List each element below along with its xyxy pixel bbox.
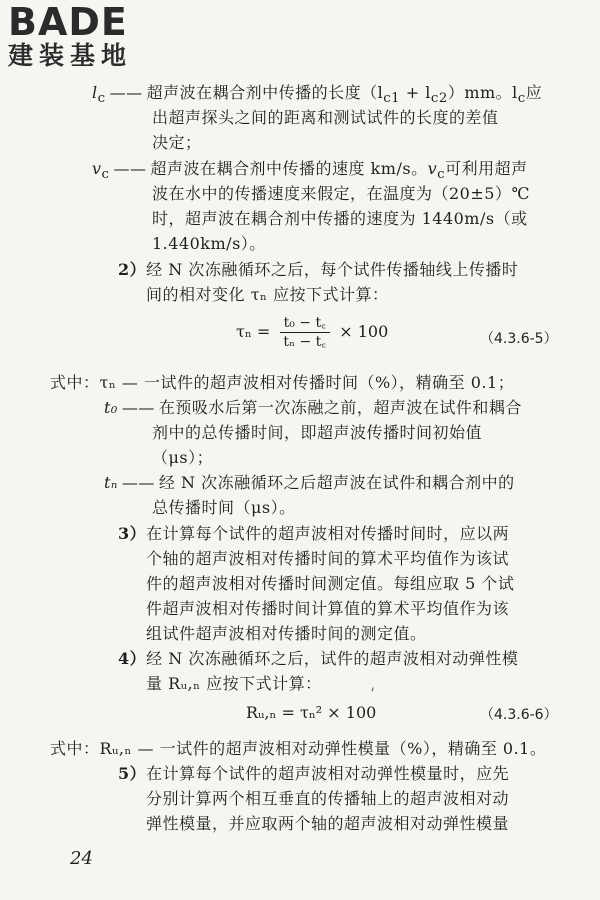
where-2-line: 式中：Rᵤ,ₙ — 一试件的超声波相对动弹性模量（%），精确至 0.1。 (50, 739, 547, 758)
formula-4-3-6-6: Rᵤ,ₙ = τₙ² × 100 (246, 703, 377, 722)
formula-1-tail: × 100 (339, 322, 389, 341)
scan-mark (371, 687, 376, 692)
where-1-tn-symbol: tₙ (104, 473, 118, 492)
def-vc-line-1: $v_c$ —— 超声波在耦合剂中传播的速度 km/s。$v_c$可利用超声 (92, 159, 528, 183)
def-lc-line-1: $l_c$ —— 超声波在耦合剂中传播的长度$(l_{c1} + l_{c2})mm$。$l_c$应 (92, 83, 543, 107)
def-vc-symbol: v (92, 159, 102, 178)
where-1-tau (50, 372, 514, 394)
brand-logo (8, 2, 132, 70)
item-4-number: 4） (118, 649, 147, 668)
def-vc-line-3: 时，超声波在耦合剂中传播的速度为 1440m/s（或 (152, 209, 528, 228)
item-3-number: 3） (118, 524, 147, 543)
formula-1-numerator: t₀ − t꜀ (280, 314, 330, 333)
formula-2-number: （4.3.6-6） (480, 707, 558, 723)
item-5-text-1: 在计算每个试件的超声波相对动弹性模量时，应先 (146, 764, 510, 783)
def-lc-end: 应 (525, 83, 543, 102)
item-5-line-2: 分别计算两个相互垂直的传播轴上的超声波相对动 (146, 789, 510, 808)
where-1-t0-line-2: 剂中的总传播时间，即超声波传播时间初始值 (152, 423, 483, 442)
def-lc-sub-c1: c1 (383, 91, 401, 107)
where-1-label: 式中： (50, 373, 100, 392)
item-2-text-1: 经 N 次冻融循环之后，每个试件传播轴线上传播时 (146, 260, 519, 279)
formula-1-lhs: τₙ = (236, 322, 271, 341)
where-1-tau-def: τₙ — 一试件的超声波相对传播时间（%），精确至 0.1； (99, 373, 515, 392)
def-lc-line-2: 出超声探头之间的距离和测试试件的长度的差值 (152, 108, 499, 127)
item-2-number: 2） (118, 260, 147, 279)
formula-1-number: （4.3.6-5） (480, 331, 558, 347)
def-lc-mid: + l (405, 83, 431, 102)
formula-4-3-6-5 (236, 314, 388, 351)
formula-1-denominator: tₙ − t꜀ (283, 334, 327, 350)
item-5-line-1 (118, 763, 509, 785)
logo-text-cn: 建装基地 (8, 41, 133, 70)
def-lc-line-3: 决定； (152, 133, 202, 152)
def-lc-tail: ）mm。l (447, 83, 518, 102)
formula-1-fraction (279, 314, 330, 351)
def-vc-tail: 可利用超声 (445, 159, 528, 178)
item-3-line-4: 件超声波相对传播时间计算值的算术平均值作为该 (146, 599, 510, 618)
where-1-t0-line-1: t₀ —— 在预吸水后第一次冻融之前，超声波在试件和耦合 (104, 398, 522, 417)
where-1-t0-symbol: t₀ (104, 398, 118, 417)
item-3-text-1: 在计算每个试件的超声波相对传播时间时，应以两 (146, 524, 510, 543)
item-4-text-1: 经 N 次冻融循环之后，试件的超声波相对动弹性模 (146, 649, 519, 668)
def-lc-sub: c (97, 91, 106, 107)
item-4-line-1 (118, 648, 518, 670)
page-number: 24 (70, 848, 93, 869)
def-vc-line-2: 波在水中的传播速度来假定，在温度为（20±5）℃ (152, 184, 530, 203)
where-1-tn-line-1: tₙ —— 经 N 次冻融循环之后超声波在试件和耦合剂中的 (104, 473, 515, 492)
where-1-t0-line-3: （μs）； (152, 448, 214, 467)
where-1-tn-text-1: 经 N 次冻融循环之后超声波在试件和耦合剂中的 (158, 473, 515, 492)
item-5-line-3: 弹性模量，并应取两个轴的超声波相对动弹性模量 (146, 814, 510, 833)
where-1-tn-line-2: 总传播时间（μs）。 (152, 498, 296, 517)
def-vc-sub: c (101, 167, 110, 183)
item-5-number: 5） (118, 764, 147, 783)
item-2-line-2: 间的相对变化 τₙ 应按下式计算： (146, 285, 389, 304)
def-lc-text-1: 超声波在耦合剂中传播的长度（l (146, 83, 384, 102)
item-3-line-1 (118, 523, 509, 545)
item-3-line-3: 件的超声波相对传播时间测定值。每组应取 5 个试 (146, 574, 515, 593)
item-3-line-2: 个轴的超声波相对传播时间的算术平均值作为该试 (146, 549, 510, 568)
def-lc-symbol: l (92, 83, 98, 102)
where-1-t0-text-1: 在预吸水后第一次冻融之前，超声波在试件和耦合 (158, 398, 522, 417)
item-2-line-1 (118, 259, 518, 281)
logo-text-en: BADE (8, 0, 128, 44)
def-vc-line-4: 1.440km/s）。 (152, 234, 266, 253)
item-3-line-5: 组试件超声波相对传播时间的测定值。 (146, 624, 427, 643)
def-lc-sub-c2: c2 (430, 91, 448, 107)
def-vc-text-1: 超声波在耦合剂中传播的速度 km/s。 (150, 159, 428, 178)
item-4-line-2: 量 Rᵤ,ₙ 应按下式计算： (146, 674, 322, 693)
